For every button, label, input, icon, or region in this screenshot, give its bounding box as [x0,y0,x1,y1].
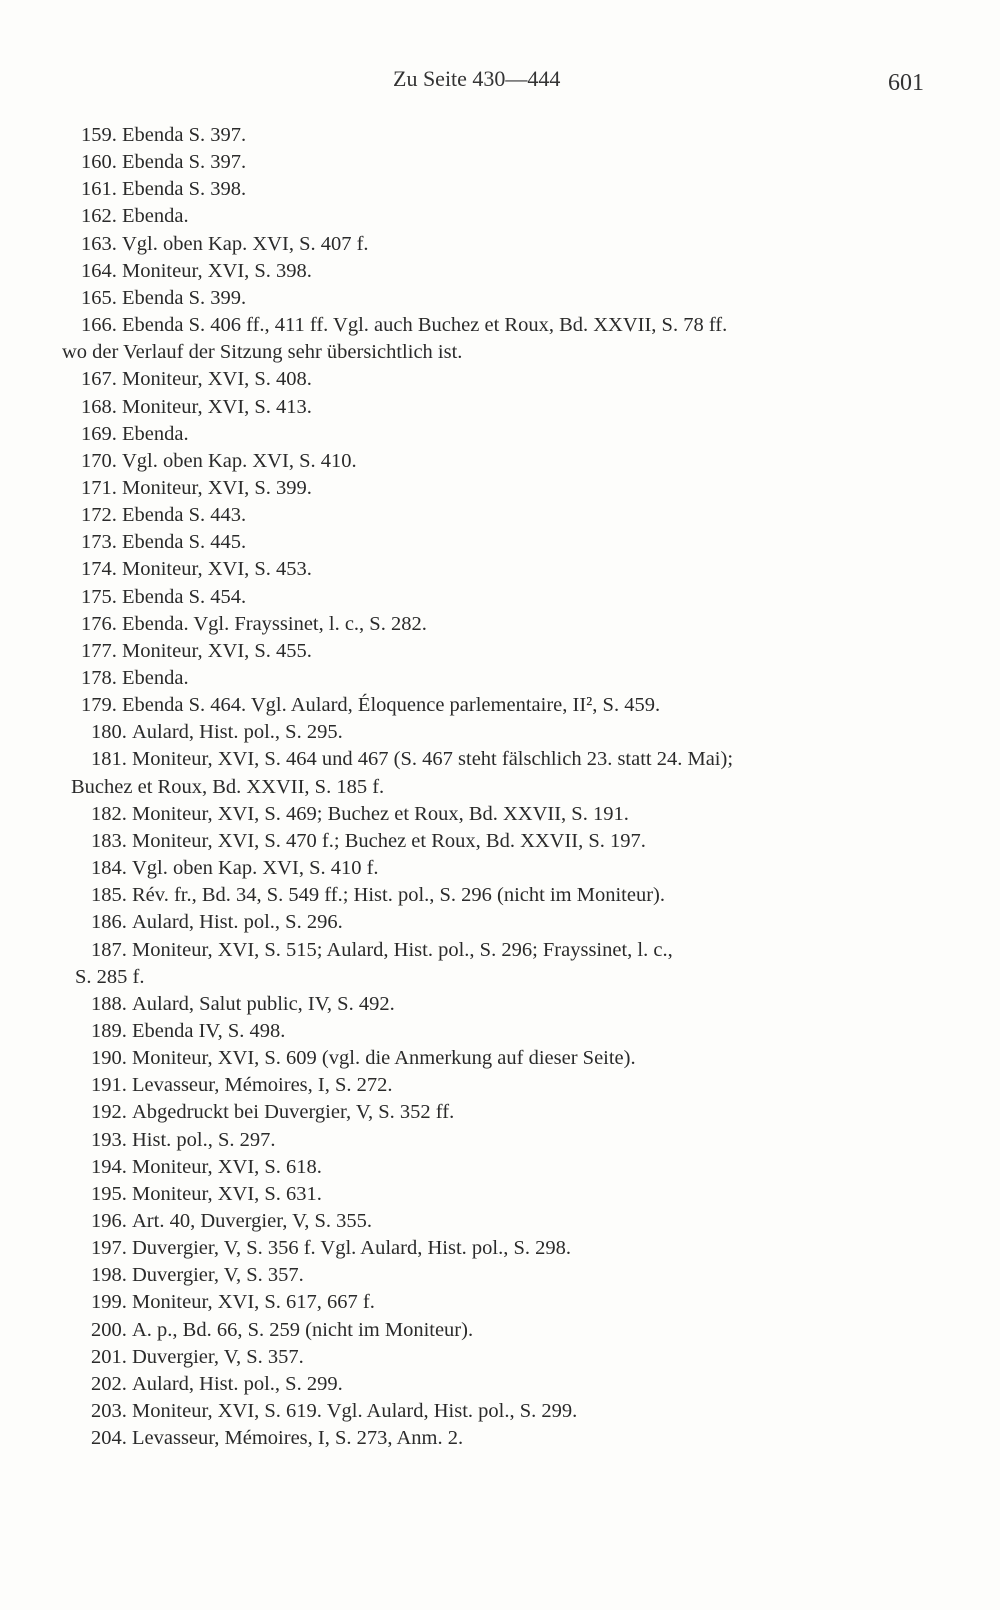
endnote-line [81,232,369,256]
endnote-text: Moniteur, XVI, S. 408. [122,368,312,391]
endnote-text: wo der Verlauf der Sitzung sehr übersichtlich ist. [62,341,463,364]
endnote-number: 164. [81,259,117,282]
endnote-text: Vgl. oben Kap. XVI, S. 407 f. [122,232,369,255]
endnote-number: 182. [91,802,127,825]
endnote-line [81,476,312,500]
endnote-number: 193. [91,1128,127,1151]
endnote-continuation [75,965,144,989]
endnote-line [91,1290,375,1314]
endnote-line [91,883,665,907]
endnote-number: 204. [91,1427,127,1450]
endnote-line [81,666,189,690]
endnote-text: Moniteur, XVI, S. 619. Vgl. Aulard, Hist. pol., S. 299. [132,1400,578,1423]
endnote-text: Levasseur, Mémoires, I, S. 273, Anm. 2. [132,1427,464,1450]
endnote-number: 186. [91,911,127,934]
endnote-number: 161. [81,178,117,201]
endnote-text: Ebenda S. 464. Vgl. Aulard, Éloquence parlementaire, II², S. 459. [122,694,661,717]
endnote-text: Ebenda S. 397. [122,151,247,174]
endnote-number: 181. [91,748,127,771]
endnote-number: 183. [91,829,127,852]
endnote-text: Ebenda S. 406 ff., 411 ff. Vgl. auch Buchez et Roux, Bd. XXVII, S. 78 ff. [122,314,728,337]
endnote-text: Ebenda S. 399. [122,286,247,309]
endnote-line [81,612,427,636]
endnote-number: 171. [81,476,117,499]
endnote-line [81,123,246,147]
endnote-number: 188. [91,992,127,1015]
endnote-continuation [62,340,462,364]
endnote-line [91,1263,304,1287]
endnote-text: S. 285 f. [75,965,145,988]
endnote-line [91,1318,473,1342]
endnote-number: 191. [91,1074,127,1097]
endnote-number: 178. [81,667,117,689]
endnote-number: 172. [81,504,117,527]
endnote-text: Duvergier, V, S. 357. [132,1345,304,1368]
endnote-text: Vgl. oben Kap. XVI, S. 410 f. [132,857,379,880]
endnote-text: Duvergier, V, S. 356 f. Vgl. Aulard, Hist. pol., S. 298. [132,1237,571,1260]
endnote-number: 177. [81,639,117,662]
page-number: 601 [888,70,924,96]
endnote-text: Moniteur, XVI, S. 398. [122,259,312,282]
endnote-line [81,395,312,419]
endnote-text: Ebenda S. 443. [122,504,247,527]
endnote-line [91,1345,304,1369]
endnote-line [91,802,629,826]
endnote-line [81,204,189,228]
endnote-number: 176. [81,612,117,635]
endnote-text: Hist. pol., S. 297. [132,1128,276,1151]
endnote-line [91,856,379,880]
endnote-text: Aulard, Hist. pol., S. 299. [132,1372,343,1395]
endnote-text: Ebenda S. 397. [122,124,247,146]
endnote-text: Ebenda S. 454. [122,585,247,608]
endnote-line [91,1372,343,1396]
endnote-number: 187. [91,938,127,961]
endnote-text: Duvergier, V, S. 357. [132,1264,304,1287]
endnote-line [91,747,733,771]
endnote-text: Moniteur, XVI, S. 453. [122,558,312,581]
endnote-number: 165. [81,286,117,309]
endnote-line [91,1155,322,1179]
endnote-line [91,992,395,1016]
endnote-text: Moniteur, XVI, S. 609 (vgl. die Anmerkung auf dieser Seite). [132,1047,636,1070]
endnote-text: Ebenda. [122,422,189,445]
endnote-line [81,557,312,581]
endnote-line [81,503,246,527]
endnote-line [91,1236,571,1260]
endnote-number: 174. [81,558,117,581]
endnote-text: Ebenda. Vgl. Frayssinet, l. c., S. 282. [122,612,427,635]
endnote-text: Art. 40, Duvergier, V, S. 355. [132,1210,373,1232]
endnote-line [81,693,660,717]
endnote-line [91,910,343,934]
endnote-number: 196. [91,1210,127,1232]
endnote-text: Aulard, Hist. pol., S. 296. [132,911,343,934]
endnote-line [91,1073,393,1097]
endnote-number: 194. [91,1155,127,1178]
endnote-line [81,585,246,609]
endnote-number: 167. [81,368,117,391]
endnote-text: Abgedruckt bei Duvergier, V, S. 352 ff. [132,1101,455,1124]
endnote-number: 162. [81,205,117,228]
endnote-number: 197. [91,1237,127,1260]
endnote-number: 190. [91,1047,127,1070]
endnote-number: 202. [91,1372,127,1395]
endnote-text: Buchez et Roux, Bd. XXVII, S. 185 f. [71,775,385,798]
endnote-text: Rév. fr., Bd. 34, S. 549 ff.; Hist. pol., S. 296 (nicht im Moniteur). [132,884,665,907]
endnote-number: 159. [81,124,117,146]
endnote-number: 166. [81,314,117,337]
endnote-line [81,313,727,337]
endnote-line [81,286,246,310]
endnote-number: 173. [81,531,117,554]
endnote-text: Ebenda IV, S. 498. [132,1019,286,1042]
endnote-line [81,530,246,554]
endnote-text: Levasseur, Mémoires, I, S. 272. [132,1074,393,1097]
endnote-text: Ebenda S. 445. [122,531,247,554]
endnote-line [91,938,673,962]
endnote-text: Ebenda S. 398. [122,178,247,201]
endnote-line [81,639,312,663]
endnote-number: 168. [81,395,117,418]
endnote-number: 200. [91,1318,127,1341]
endnote-text: Moniteur, XVI, S. 617, 667 f. [132,1291,375,1314]
endnote-text: Moniteur, XVI, S. 470 f.; Buchez et Roux, Bd. XXVII, S. 197. [132,829,646,852]
endnote-line [81,449,357,473]
endnote-text: Ebenda. [122,667,189,689]
endnote-number: 169. [81,422,117,445]
endnote-number: 180. [91,721,127,744]
endnote-line [91,1209,372,1233]
endnote-number: 203. [91,1400,127,1423]
endnote-line [91,1426,463,1450]
endnote-text: Moniteur, XVI, S. 515; Aulard, Hist. pol., S. 296; Frayssinet, l. c., [132,938,673,961]
endnote-line [91,1100,454,1124]
endnote-number: 184. [91,857,127,880]
endnote-number: 185. [91,884,127,907]
endnote-number: 170. [81,449,117,472]
endnote-number: 179. [81,694,117,717]
endnote-line [91,1128,276,1152]
endnote-line [81,422,189,446]
endnote-line [91,1046,636,1070]
endnote-number: 198. [91,1264,127,1287]
endnote-text: Moniteur, XVI, S. 413. [122,395,312,418]
running-head: Zu Seite 430—444 [393,66,561,91]
endnote-text: Moniteur, XVI, S. 618. [132,1155,322,1178]
endnote-line [91,1019,285,1043]
endnote-line [91,1182,322,1206]
endnote-text: Moniteur, XVI, S. 631. [132,1182,322,1205]
endnote-number: 189. [91,1019,127,1042]
endnote-text: A. p., Bd. 66, S. 259 (nicht im Moniteur). [132,1318,474,1341]
endnote-number: 175. [81,585,117,608]
endnote-text: Aulard, Salut public, IV, S. 492. [132,992,395,1015]
endnote-text: Moniteur, XVI, S. 464 und 467 (S. 467 steht fälschlich 23. statt 24. Mai); [132,748,734,771]
endnote-line [81,177,246,201]
endnote-number: 160. [81,151,117,174]
endnote-text: Ebenda. [122,205,189,228]
endnote-number: 199. [91,1291,127,1314]
endnote-line [91,829,646,853]
endnote-text: Aulard, Hist. pol., S. 295. [132,721,343,744]
endnote-line [81,259,312,283]
endnote-line [81,150,246,174]
endnote-continuation [71,775,384,799]
endnote-line [91,720,343,744]
endnote-text: Vgl. oben Kap. XVI, S. 410. [122,449,357,472]
endnote-number: 192. [91,1101,127,1124]
endnote-number: 195. [91,1182,127,1205]
endnote-text: Moniteur, XVI, S. 399. [122,476,312,499]
endnote-line [81,367,312,391]
endnote-number: 201. [91,1345,127,1368]
endnote-number: 163. [81,232,117,255]
endnote-text: Moniteur, XVI, S. 455. [122,639,312,662]
endnote-text: Moniteur, XVI, S. 469; Buchez et Roux, Bd. XXVII, S. 191. [132,802,629,825]
endnote-line [91,1399,577,1423]
